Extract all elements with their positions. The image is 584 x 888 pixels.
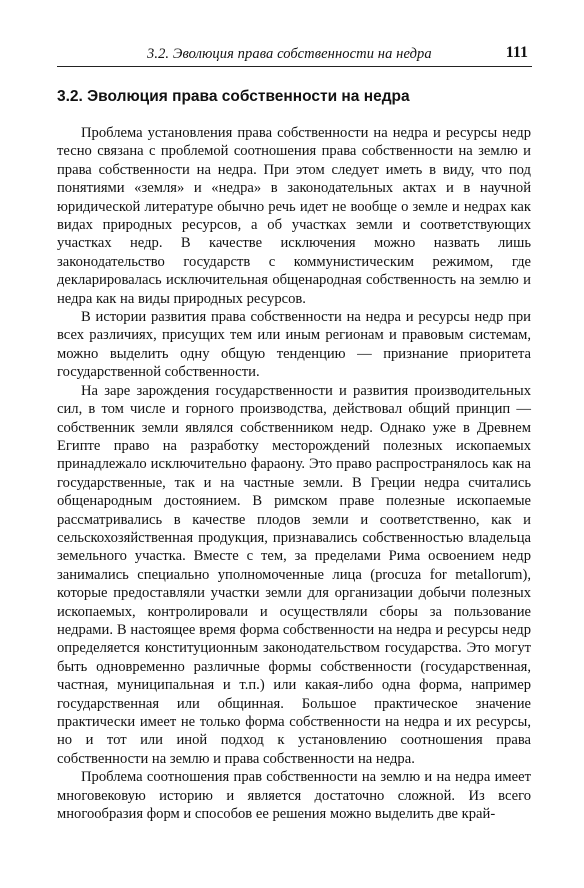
running-title: 3.2. Эволюция права собственности на недра: [147, 46, 432, 62]
running-header: [57, 44, 532, 67]
paragraph-3: На заре зарождения государственности и развития производительных сил, в том числе и горного производства, действовал общий принцип — собственник земли являлся собственником недр. Однако уже в Древнем Египте право на разработку месторождений полезных ископаемых принадлежало исключительно фараону. Это право распространялось как на государственные, так и на частные земли. В Греции недра считались общенародным достоянием. В римском праве полезные ископаемые рассматривались в качестве плодов земли и соответственно, как и сельскохозяйственная продукция, признавались собственностью владельца земельного участка. Вместе с тем, за пределами Рима освоением недр занимались специально уполномоченные лица (procuza for metallorum), которые предоставляли участки земли для организации добычи полезных ископаемых, контролировали и осуществляли сборы за пользование недрами. В настоящее время форма собственности на недра и ресурсы недр определяется конституционным законодательством государства. Это могут быть одновременно различные формы собственности (государственная, частная, муниципальная и т.п.) или какая-либо одна форма, например государственная или общинная. Большое практическое значение практически имеет не только форма собственности на недра и их ресурсы, но и тот или иной подход к установлению соотношения права собственности на землю и права собственности на недра.: [57, 382, 531, 767]
page-number: 111: [505, 44, 528, 61]
paragraph-2: В истории развития права собственности на недра и ресурсы недр при всех различиях, присущих тем или иным регионам и правовым системам, можно выделить одну общую тенденцию — признание приоритета государственной собственности.: [57, 309, 531, 381]
section-heading: 3.2. Эволюция права собственности на недра: [57, 88, 410, 105]
paragraph-4: Проблема соотношения прав собственности на землю и на недра имеет многовековую историю и является достаточно сложной. Из всего многообразия форм и способов ее решения можно выделить две край-: [57, 769, 531, 823]
paragraph-1: Проблема установления права собственности на недра и ресурсы недр тесно связана с проблемой соотношения права собственности на землю и права собственности на недра. При этом следует иметь в виду, что под понятиями «земля» и «недра» в законодательных актах и в научной юридической литературе обычно речь идет не вообще о земле и недрах как видах природных ресурсов, а об участках земли и соответствующих участках недр. В качестве исключения можно назвать лишь законодательство государств с коммунистическим режимом, где декларировалась исключительная общенародная собственность на землю и недра как на виды природных ресурсов.: [57, 125, 531, 307]
body-text: [57, 124, 531, 823]
